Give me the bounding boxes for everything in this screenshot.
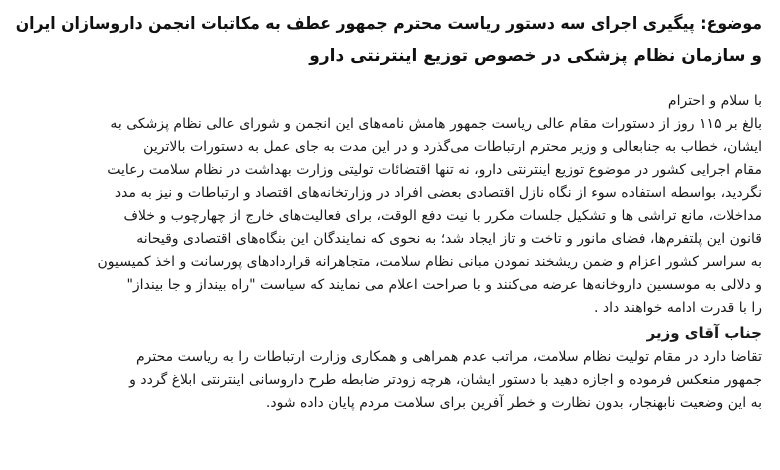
paragraph-1-line: و دلالی به موسسین داروخانه‌ها عرضه می‌کنند و با صراحت اعلام می نمایند که سیاست "راه بینداز و جا بینداز" bbox=[126, 277, 762, 293]
subject-line-1: موضوع: پیگیری اجرای سه دستور ریاست محترم جمهور عطف به مکاتبات انجمن داروسازان ایران bbox=[15, 14, 762, 34]
paragraph-1-line: را با قدرت ادامه خواهند داد . bbox=[593, 300, 762, 316]
letter-body bbox=[16, 90, 762, 415]
paragraph-2 bbox=[16, 346, 762, 415]
letter-subject bbox=[16, 8, 762, 72]
paragraph-1-line: مداخلات، مانع تراشی ها و تشکیل جلسات مکرر با نیت دفع الوقت، برای فعالیت‌های خارج از چهارچوب و خلاف bbox=[123, 208, 762, 224]
minister-heading: جناب آقای وزیر bbox=[646, 324, 762, 342]
paragraph-2-line: تقاضا دارد در مقام تولیت نظام سلامت، مراتب عدم همراهی و همکاری وزارت ارتباطات را به ریاست محترم bbox=[135, 349, 762, 365]
subject-line-2: و سازمان نظام پزشکی در خصوص توزیع اینترنتی دارو bbox=[309, 46, 762, 66]
greeting: با سلام و احترام bbox=[667, 93, 762, 109]
paragraph-1-line: بالغ بر ۱۱۵ روز از دستورات مقام عالی ریاست جمهور هامش نامه‌های این انجمن و شورای عالی نظام پزشکی به bbox=[110, 116, 762, 132]
paragraph-2-line: جمهور منعکس فرموده و اجازه دهید با دستور ایشان، هرچه زودتر ضابطه طرح داروسانی اینترنتی ابلاغ گردد و bbox=[129, 372, 762, 388]
paragraph-1-line: قانون این پلتفرم‌ها، فضای مانور و تاخت و تاز ایجاد شد؛ به نحوی که نمایندگان این بنگاه‌های اقتصادی وقیحانه bbox=[136, 231, 762, 247]
paragraph-1-line: نگردید، بواسطه استفاده سوء از نگاه نازل اقتصادی بعضی افراد در وزارتخانه‌های اقتصاد و ارتباطات و نیز به مدد bbox=[114, 185, 762, 201]
letter-document bbox=[16, 0, 762, 470]
paragraph-1-line: به سراسر کشور اعزام و ضمن ریشخند نمودن مبانی نظام سلامت، متجاهرانه قراردادهای پورسانت و اخذ کمیسیون bbox=[97, 254, 762, 270]
paragraph-1-line: ایشان، خطاب به جنابعالی و وزیر محترم ارتباطات می‌گذرد و در این مدت به جای عمل به دستورات بالاترین bbox=[143, 139, 762, 155]
paragraph-2-line: به این وضعیت نابهنجار، بدون نظارت و خطر آفرین برای سلامت مردم پایان داده شود. bbox=[265, 395, 762, 411]
subject-spacer bbox=[16, 72, 762, 90]
paragraph-1 bbox=[16, 113, 762, 320]
paragraph-1-line: مقام اجرایی کشور در موضوع توزیع اینترنتی دارو، نه تنها اقتضائات تولیتی وزارت بهداشت در نظام سلامت رعایت bbox=[107, 162, 762, 178]
